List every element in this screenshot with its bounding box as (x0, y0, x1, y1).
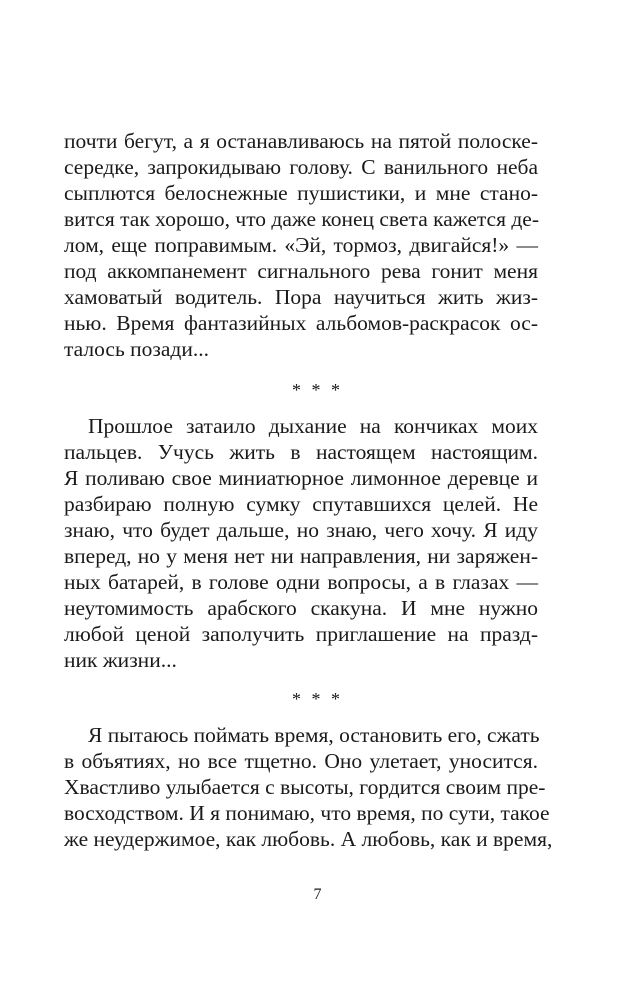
paragraph-1-line: почти бегут, а я останавливаюсь на пятой полоске- (64, 129, 538, 153)
paragraph-2-line: любой ценой заполучить приглашение на празд- (64, 622, 538, 646)
paragraph-1-line: лом, еще поправимым. «Эй, тормоз, двигайся!» — (64, 233, 538, 257)
paragraph-3-line: Хвастливо улыбается с высоты, гордится своим пре- (64, 775, 546, 799)
section-separator: * * * (292, 689, 343, 709)
paragraph-3-line: восходством. И я понимаю, что время, по сути, такое (64, 801, 550, 825)
paragraph-2-line: разбираю полную сумку спутавшихся целей. Не (64, 492, 538, 516)
paragraph-1-line: хамоватый водитель. Пора научиться жить жиз- (64, 285, 538, 309)
section-separator: * * * (292, 380, 343, 400)
paragraph-1-line: середке, запрокидываю голову. С ванильного неба (64, 155, 538, 179)
paragraph-2-line: знаю, что будет дальше, но знаю, чего хочу. Я иду (64, 518, 538, 542)
paragraph-2-line: Я поливаю свое миниатюрное лимонное деревце и (64, 466, 538, 490)
paragraph-1-line: талось позади... (64, 337, 209, 361)
paragraph-2-line: ник жизни... (64, 648, 177, 672)
paragraph-2-line: пальцев. Учусь жить в настоящем настоящим. (64, 440, 538, 464)
page-number: 7 (313, 886, 322, 903)
paragraph-1-line: вится так хорошо, что даже конец света кажется де- (64, 207, 540, 231)
paragraph-2-line: ных батарей, в голове одни вопросы, а в глазах — (64, 570, 538, 594)
paragraph-1-line: нью. Время фантазийных альбомов-раскрасок ос- (64, 311, 538, 335)
paragraph-1-line: под аккомпанемент сигнального рева гонит меня (64, 259, 538, 283)
paragraph-2-line: неутомимость арабского скакуна. И мне нужно (64, 596, 538, 620)
paragraph-2-line: Прошлое затаило дыхание на кончиках моих (88, 414, 538, 438)
paragraph-3-line: в объятиях, но все тщетно. Оно улетает, уносится. (64, 749, 538, 773)
paragraph-3-line: же неудержимое, как любовь. А любовь, как и время, (64, 827, 553, 851)
paragraph-2-line: вперед, но у меня нет ни направления, ни заряжен- (64, 544, 538, 568)
paragraph-1-line: сыплются белоснежные пушистики, и мне стано- (64, 181, 538, 205)
paragraph-3-line: Я пытаюсь поймать время, остановить его, сжать (88, 723, 540, 747)
